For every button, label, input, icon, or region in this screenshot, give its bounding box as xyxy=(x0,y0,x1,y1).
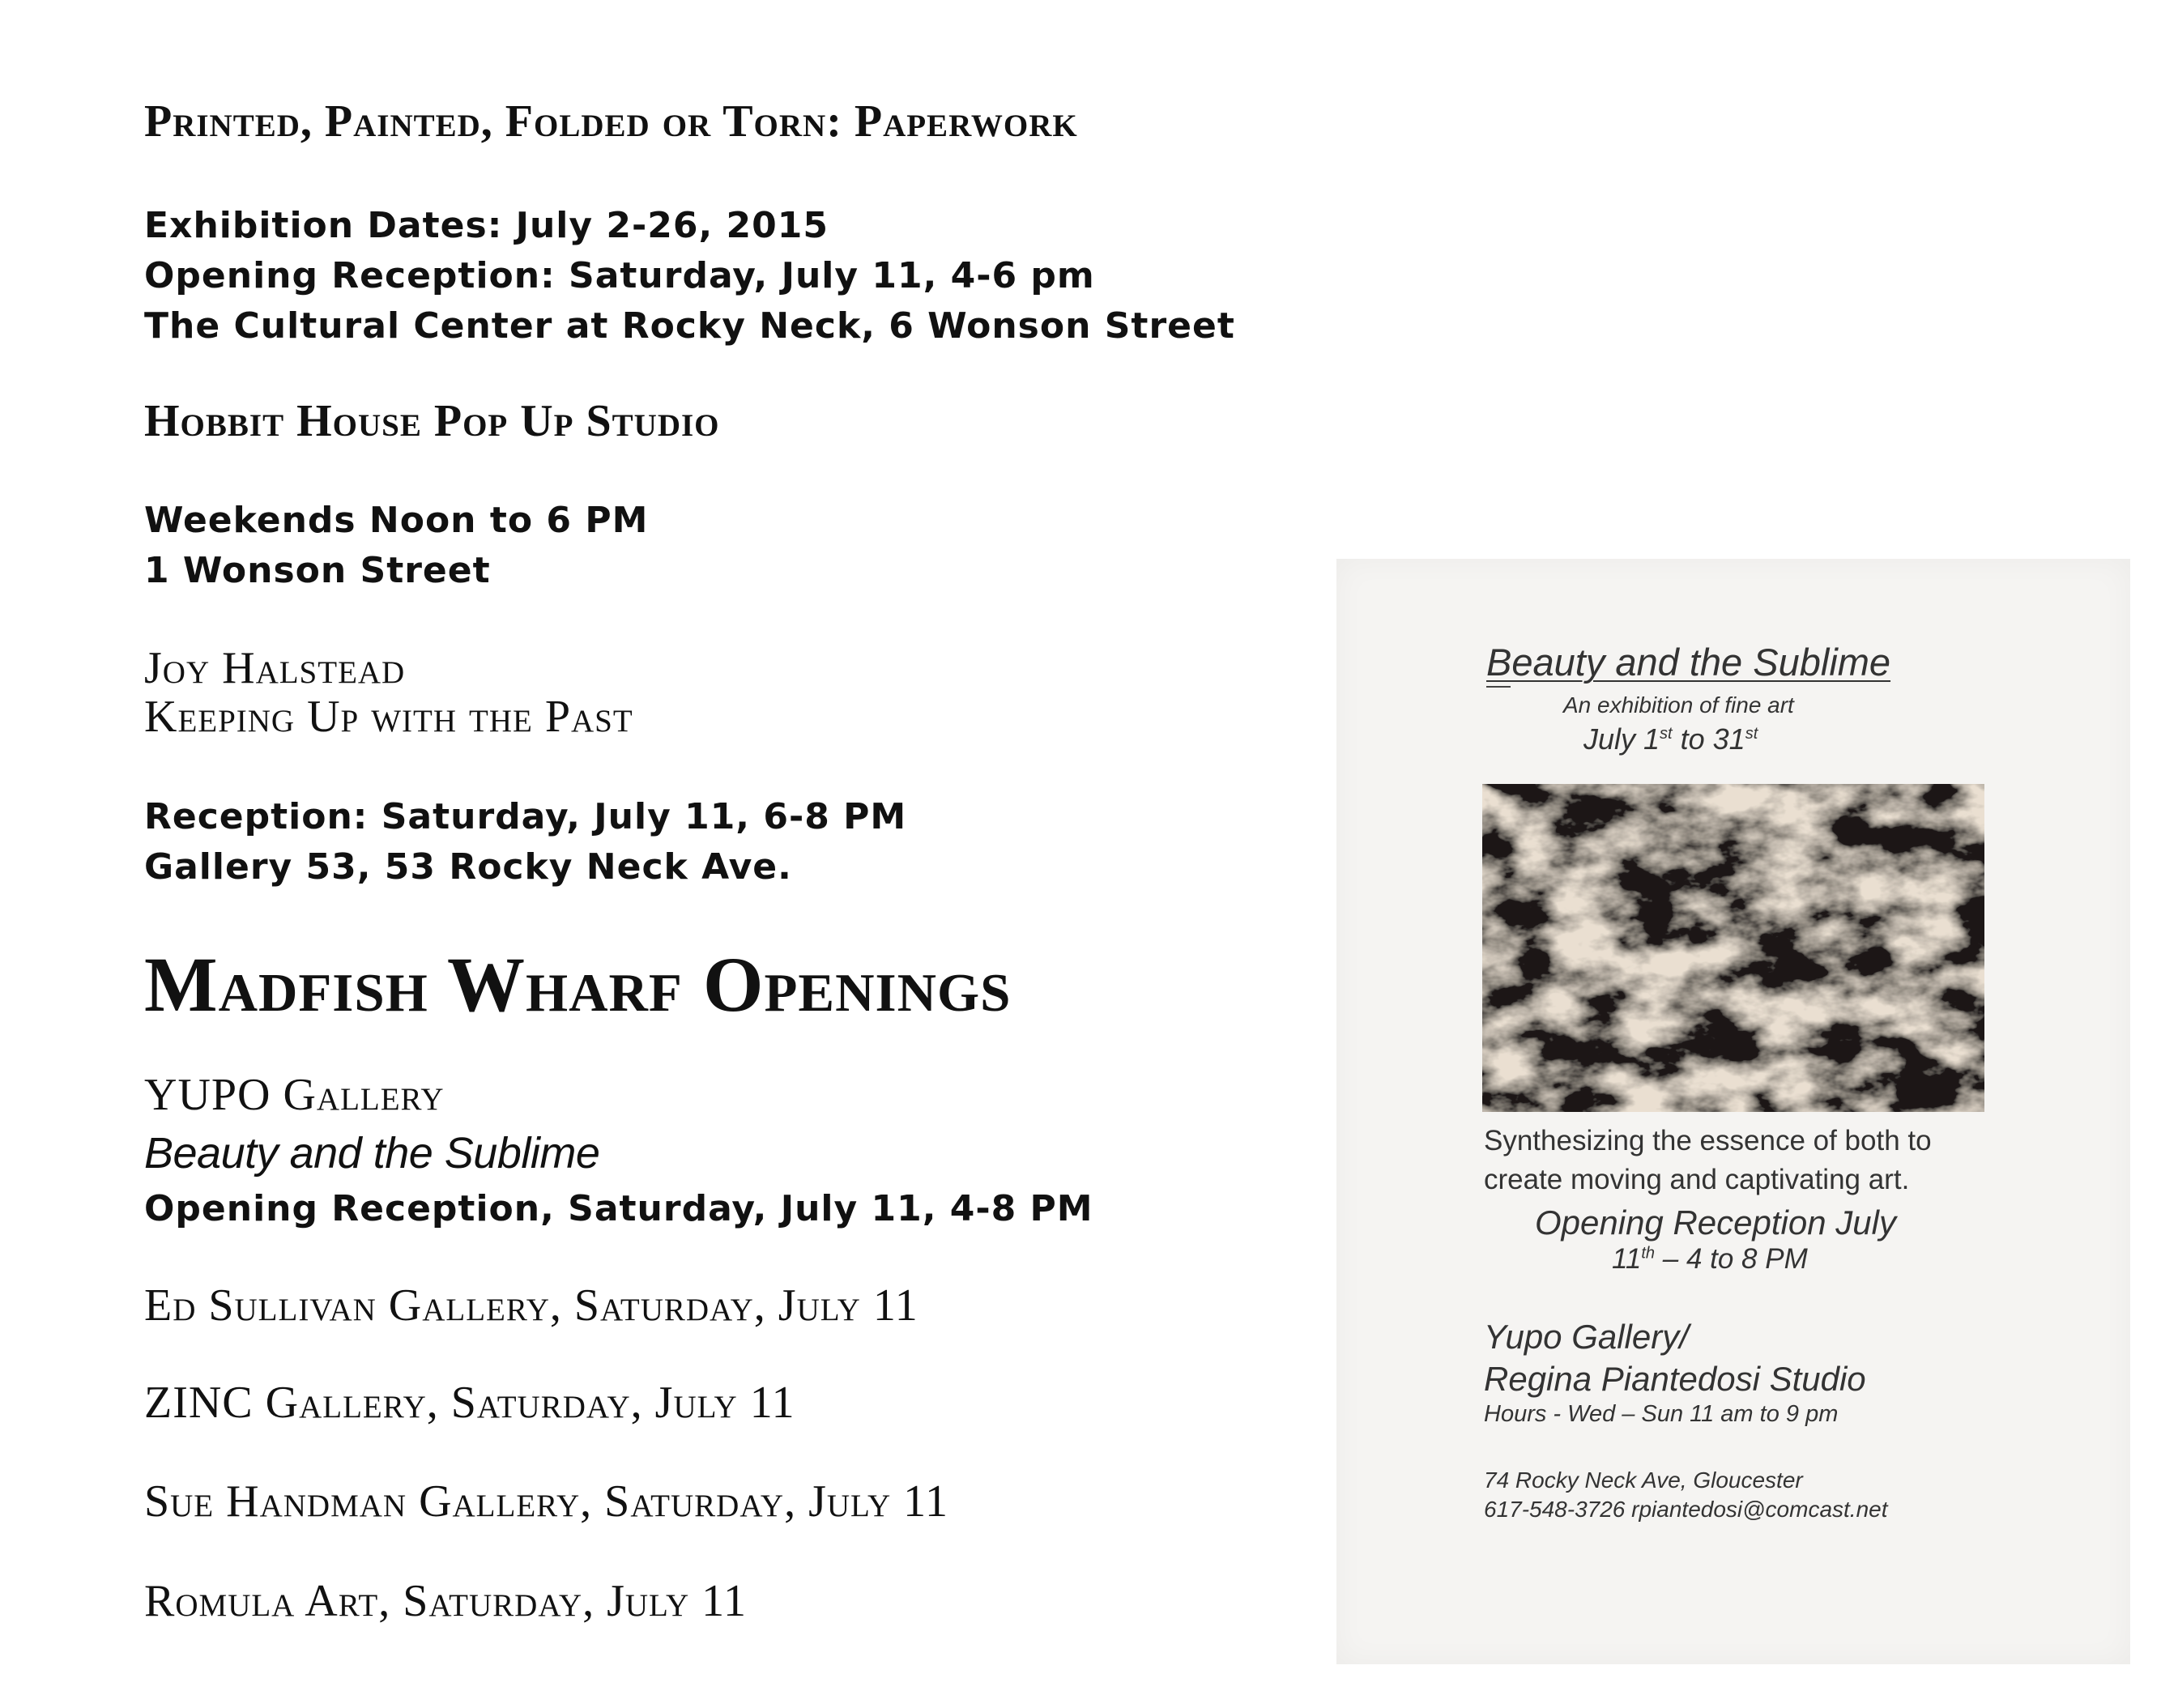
yupo-show-title: Beauty and the Sublime xyxy=(144,1129,600,1178)
yupo-gallery-title: YUPO Gallery xyxy=(144,1070,445,1120)
flyer-studio xyxy=(1484,1316,1866,1400)
opening-ed-sullivan: Ed Sullivan Gallery, Saturday, July 11 xyxy=(144,1280,919,1331)
beauty-sublime-flyer xyxy=(1336,559,2130,1664)
gallery53-address: Gallery 53, 53 Rocky Neck Ave. xyxy=(144,846,792,888)
flyer-desc-line1: Synthesizing the essence of both to xyxy=(1484,1125,1932,1156)
flyer-dates xyxy=(1583,722,1758,756)
joy-halstead-block xyxy=(144,644,633,741)
flyer-dates-sup1: st xyxy=(1660,725,1673,743)
show-title: Keeping Up with the Past xyxy=(144,692,633,742)
flyer-opening-day: 11 xyxy=(1612,1243,1642,1275)
flyer-dates-end: to 31 xyxy=(1672,722,1745,756)
flyer-subtitle: An exhibition of fine art xyxy=(1563,692,1794,718)
hobbit-address: 1 Wonson Street xyxy=(144,550,491,591)
gallery53-details xyxy=(144,792,906,892)
flyer-opening-time xyxy=(1612,1243,1808,1276)
flyer-studio-line2: Regina Piantedosi Studio xyxy=(1484,1360,1866,1398)
paperwork-title: Printed, Painted, Folded or Torn: Paperwork xyxy=(144,96,1078,147)
cloud-photo xyxy=(1482,784,1984,1112)
flyer-description xyxy=(1484,1122,1932,1199)
yupo-reception: Opening Reception, Saturday, July 11, 4-8 PM xyxy=(144,1188,1093,1229)
hobbit-hours: Weekends Noon to 6 PM xyxy=(144,500,649,541)
hobbit-house-title: Hobbit House Pop Up Studio xyxy=(144,396,720,446)
flyer-opening: Opening Reception July xyxy=(1535,1203,1896,1242)
opening-sue-handman: Sue Handman Gallery, Saturday, July 11 xyxy=(144,1476,949,1527)
flyer-desc-line2: create moving and captivating art. xyxy=(1484,1164,1910,1195)
flyer-title: Beauty and the Sublime xyxy=(1486,641,1891,684)
flyer-title-rule xyxy=(1486,686,1511,688)
gallery53-reception: Reception: Saturday, July 11, 6-8 PM xyxy=(144,796,907,837)
flyer-opening-sup: th xyxy=(1641,1244,1656,1263)
opening-reception: Opening Reception: Saturday, July 11, 4-6 pm xyxy=(144,255,1095,296)
flyer-contact: 617-548-3726 rpiantedosi@comcast.net xyxy=(1484,1497,1888,1522)
madfish-title: Madfish Wharf Openings xyxy=(144,941,1012,1028)
flyer-opening-hours: – 4 to 8 PM xyxy=(1655,1243,1808,1275)
opening-zinc: ZINC Gallery, Saturday, July 11 xyxy=(144,1378,795,1428)
flyer-studio-line1: Yupo Gallery/ xyxy=(1484,1318,1689,1356)
flyer-dates-start: July 1 xyxy=(1583,722,1660,756)
flyer-dates-sup2: st xyxy=(1745,725,1758,743)
exhibition-details xyxy=(144,201,1235,351)
flyer-hours: Hours - Wed – Sun 11 am to 9 pm xyxy=(1484,1401,1839,1427)
flyer-street: 74 Rocky Neck Ave, Gloucester xyxy=(1484,1467,1803,1493)
flyer-address xyxy=(1484,1466,1888,1524)
artist-name: Joy Halstead xyxy=(144,643,406,693)
opening-romula-art: Romula Art, Saturday, July 11 xyxy=(144,1576,748,1626)
venue-address: The Cultural Center at Rocky Neck, 6 Wonson Street xyxy=(144,305,1235,347)
hobbit-house-details xyxy=(144,496,648,596)
exhibition-dates: Exhibition Dates: July 2-26, 2015 xyxy=(144,205,829,246)
